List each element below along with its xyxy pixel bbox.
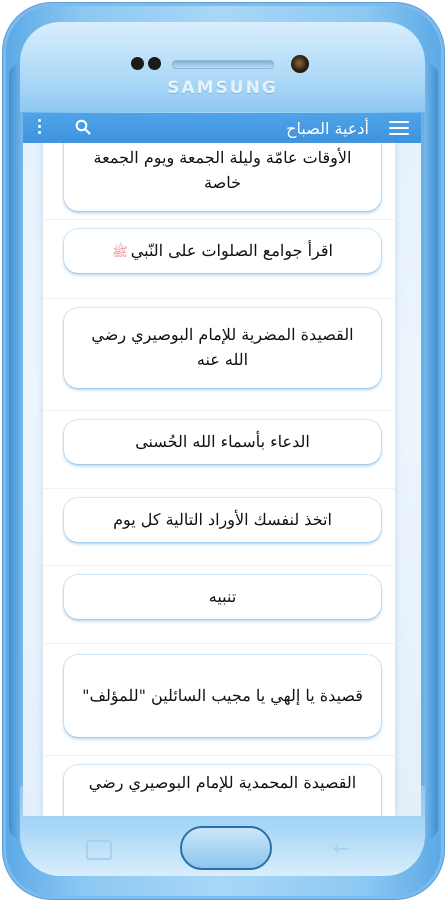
list-item: [43, 488, 395, 566]
list-item-card[interactable]: [64, 765, 381, 816]
list-item-card[interactable]: [64, 575, 381, 619]
list-item-label: الدعاء بأسماء الله الحُسنى: [135, 431, 310, 451]
list-item: [43, 755, 395, 816]
phone-edge-right: [424, 63, 438, 839]
list-item: [43, 565, 395, 644]
list-item: [43, 143, 395, 220]
home-button[interactable]: [180, 826, 272, 870]
list-item: [43, 298, 395, 411]
list-item-card[interactable]: [64, 420, 381, 464]
list-item: [43, 643, 395, 756]
list-item-card[interactable]: [64, 229, 381, 273]
phone-edge-left: [9, 63, 23, 839]
earpiece-speaker: [172, 60, 274, 69]
list-item-card[interactable]: [64, 143, 381, 211]
sensor-icon: [148, 57, 161, 70]
list-item-label: اتخذ لنفسك الأوراد التالية كل يوم: [113, 509, 332, 529]
app-screen: [23, 113, 421, 816]
device-brand: SAMSUNG: [167, 78, 278, 98]
list-item-card[interactable]: [64, 308, 381, 388]
list-item-label: القصيدة المضرية للإمام البوصيري رضي الله عنه: [91, 325, 354, 369]
page-title: أدعية الصباح: [286, 119, 369, 138]
front-camera-icon: [291, 55, 309, 73]
list-item-card[interactable]: [64, 498, 381, 542]
search-icon[interactable]: [75, 119, 91, 135]
more-vert-icon[interactable]: [38, 119, 42, 137]
back-icon[interactable]: ←: [333, 836, 350, 860]
list-item-label: اقرأ جوامع الصلوات على النّبي: [130, 240, 333, 260]
salawat-badge: ﷺ: [112, 244, 128, 260]
list-item-label: قصيدة يا إلهي يا مجيب السائلين "للمؤلف": [82, 685, 363, 705]
list-item-label: تنبيه: [208, 586, 237, 606]
list-item-label: القصيدة المحمدية للإمام البوصيري رضي: [88, 773, 357, 792]
list-item-card[interactable]: [64, 655, 381, 737]
list-item: [43, 410, 395, 489]
list-item: [43, 219, 395, 299]
prayer-list: [43, 143, 395, 816]
sensor-icon: [131, 57, 144, 70]
menu-icon[interactable]: [389, 121, 409, 135]
app-bar: [23, 113, 421, 143]
recent-apps-icon[interactable]: [86, 840, 112, 860]
list-item-label: الأوقات عامّة وليلة الجمعة ويوم الجمعة خاصة: [93, 148, 352, 192]
